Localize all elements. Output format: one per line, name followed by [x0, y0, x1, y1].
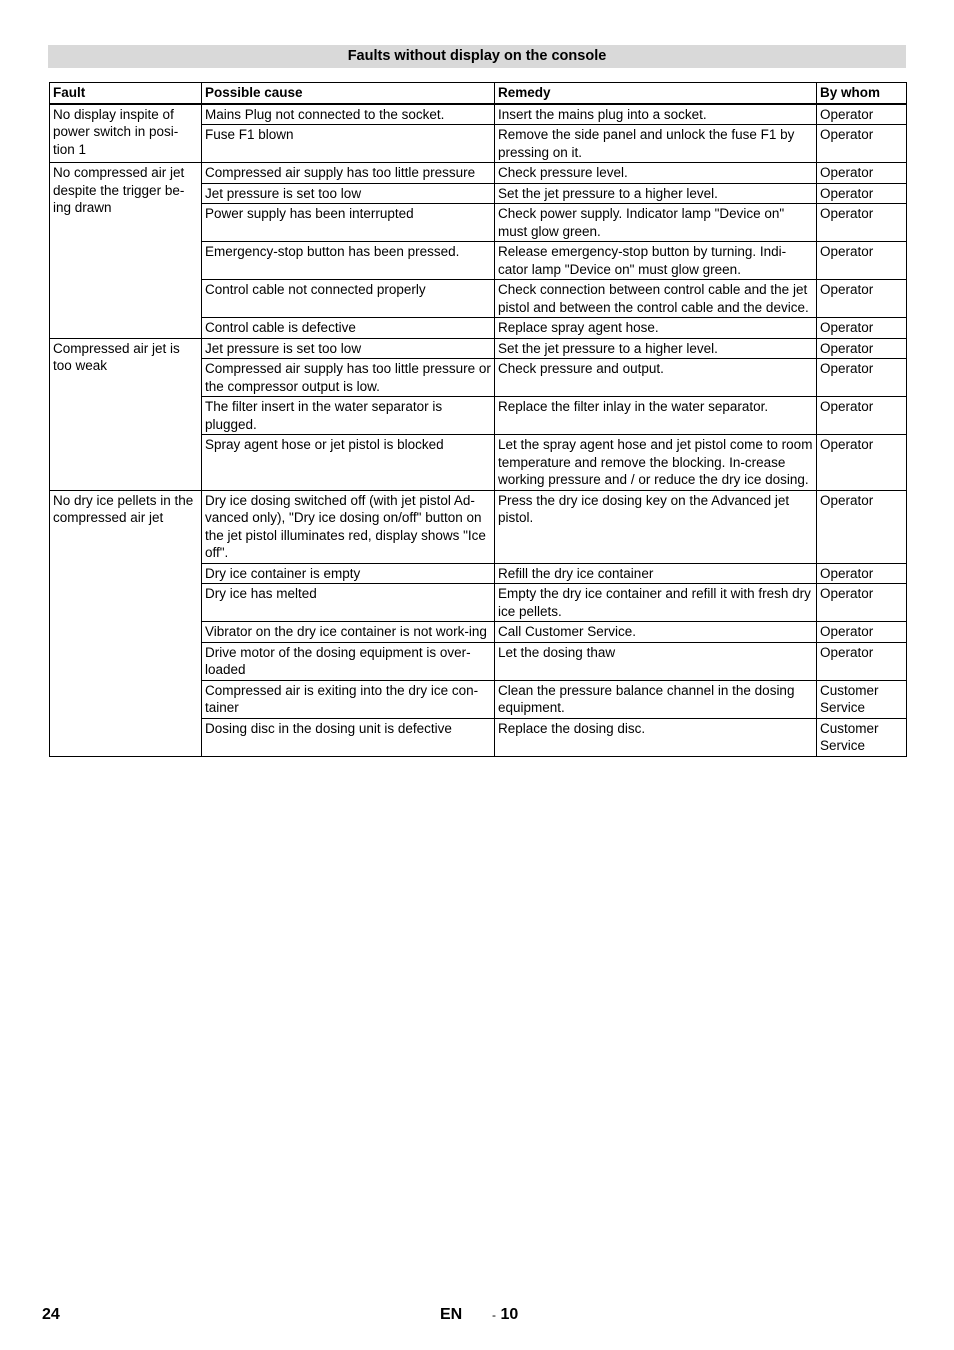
- cause-cell: Jet pressure is set too low: [202, 338, 495, 359]
- cause-cell: The filter insert in the water separator is plugged.: [202, 397, 495, 435]
- by-whom-cell: Operator: [817, 280, 907, 318]
- by-whom-cell: Operator: [817, 435, 907, 491]
- header-by-whom: By whom: [817, 83, 907, 104]
- by-whom-cell: Operator: [817, 242, 907, 280]
- header-fault: Fault: [50, 83, 202, 104]
- by-whom-cell: Operator: [817, 563, 907, 584]
- sub-page-value: 10: [500, 1306, 519, 1323]
- language-code: EN: [440, 1306, 463, 1323]
- remedy-cell: Clean the pressure balance channel in the dosing equipment.: [495, 680, 817, 718]
- cause-cell: Dry ice dosing switched off (with jet pistol Ad-vanced only), "Dry ice dosing on/off" button on the jet pistol illuminates red, display shows "Ice off".: [202, 490, 495, 563]
- by-whom-cell: Operator: [817, 642, 907, 680]
- table-row: [50, 104, 907, 125]
- cause-cell: Jet pressure is set too low: [202, 183, 495, 204]
- cause-cell: Dry ice container is empty: [202, 563, 495, 584]
- fault-cell: No dry ice pellets in the compressed air jet: [50, 490, 202, 756]
- cause-cell: Compressed air supply has too little pressure: [202, 163, 495, 184]
- section-title: Faults without display on the console: [48, 45, 906, 68]
- remedy-cell: Replace the filter inlay in the water separator.: [495, 397, 817, 435]
- by-whom-cell: Operator: [817, 104, 907, 125]
- remedy-cell: Check power supply. Indicator lamp "Device on" must glow green.: [495, 204, 817, 242]
- remedy-cell: Press the dry ice dosing key on the Advanced jet pistol.: [495, 490, 817, 563]
- cause-cell: Mains Plug not connected to the socket.: [202, 104, 495, 125]
- table-row: [50, 490, 907, 563]
- by-whom-cell: Operator: [817, 338, 907, 359]
- header-possible-cause: Possible cause: [202, 83, 495, 104]
- remedy-cell: Set the jet pressure to a higher level.: [495, 338, 817, 359]
- cause-cell: Vibrator on the dry ice container is not work-ing: [202, 622, 495, 643]
- cause-cell: Spray agent hose or jet pistol is blocked: [202, 435, 495, 491]
- remedy-cell: Let the spray agent hose and jet pistol come to room temperature and remove the blocking. In-crease working pressure and / or reduce the dry ice dosing.: [495, 435, 817, 491]
- remedy-cell: Let the dosing thaw: [495, 642, 817, 680]
- by-whom-cell: Customer Service: [817, 680, 907, 718]
- remedy-cell: Release emergency-stop button by turning. Indi-cator lamp "Device on" must glow green.: [495, 242, 817, 280]
- remedy-cell: Check pressure level.: [495, 163, 817, 184]
- by-whom-cell: Operator: [817, 125, 907, 163]
- remedy-cell: Refill the dry ice container: [495, 563, 817, 584]
- remedy-cell: Replace spray agent hose.: [495, 318, 817, 339]
- by-whom-cell: Operator: [817, 204, 907, 242]
- remedy-cell: Replace the dosing disc.: [495, 718, 817, 756]
- cause-cell: Drive motor of the dosing equipment is over-loaded: [202, 642, 495, 680]
- remedy-cell: Call Customer Service.: [495, 622, 817, 643]
- remedy-cell: Check pressure and output.: [495, 359, 817, 397]
- remedy-cell: Empty the dry ice container and refill it with fresh dry ice pellets.: [495, 584, 817, 622]
- cause-cell: Dosing disc in the dosing unit is defective: [202, 718, 495, 756]
- fault-cell: No display inspite of power switch in posi-tion 1: [50, 104, 202, 163]
- cause-cell: Fuse F1 blown: [202, 125, 495, 163]
- cause-cell: Dry ice has melted: [202, 584, 495, 622]
- remedy-cell: Set the jet pressure to a higher level.: [495, 183, 817, 204]
- by-whom-cell: Operator: [817, 183, 907, 204]
- remedy-cell: Check connection between control cable and the jet pistol and between the control cable and the device.: [495, 280, 817, 318]
- by-whom-cell: Customer Service: [817, 718, 907, 756]
- fault-cell: No compressed air jet despite the trigger be-ing drawn: [50, 163, 202, 339]
- cause-cell: Compressed air is exiting into the dry ice con-tainer: [202, 680, 495, 718]
- by-whom-cell: Operator: [817, 584, 907, 622]
- table-row: [50, 163, 907, 184]
- table-row: [50, 338, 907, 359]
- by-whom-cell: Operator: [817, 318, 907, 339]
- by-whom-cell: Operator: [817, 490, 907, 563]
- faults-table: [49, 82, 907, 757]
- remedy-cell: Remove the side panel and unlock the fuse F1 by pressing on it.: [495, 125, 817, 163]
- by-whom-cell: Operator: [817, 359, 907, 397]
- sub-page-dash: -: [492, 1308, 496, 1322]
- table-body: [50, 104, 907, 757]
- header-remedy: Remedy: [495, 83, 817, 104]
- cause-cell: Emergency-stop button has been pressed.: [202, 242, 495, 280]
- fault-cell: Compressed air jet is too weak: [50, 338, 202, 490]
- remedy-cell: Insert the mains plug into a socket.: [495, 104, 817, 125]
- table-header-row: [50, 83, 907, 104]
- by-whom-cell: Operator: [817, 163, 907, 184]
- cause-cell: Control cable is defective: [202, 318, 495, 339]
- page-number: 24: [42, 1306, 60, 1323]
- by-whom-cell: Operator: [817, 397, 907, 435]
- cause-cell: Control cable not connected properly: [202, 280, 495, 318]
- sub-page-number: [492, 1306, 518, 1324]
- by-whom-cell: Operator: [817, 622, 907, 643]
- cause-cell: Compressed air supply has too little pressure or the compressor output is low.: [202, 359, 495, 397]
- cause-cell: Power supply has been interrupted: [202, 204, 495, 242]
